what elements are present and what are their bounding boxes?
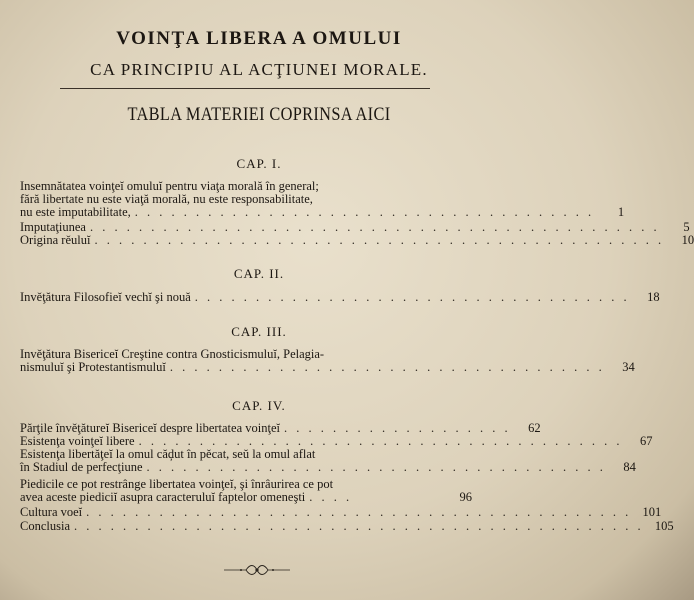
entry-line: Invěţătura Bisericeĭ Creştine contra Gnosticismuluĭ, Pelagia- — [20, 347, 325, 361]
leader-dots: . . . . . . . . . . . . . . . . . . . . . . . . . . . . . . . . . . . . . . . . . . . . . . . — [89, 220, 660, 234]
toc-entry[interactable] — [20, 290, 660, 304]
page-number: 10 — [681, 233, 694, 247]
page-number: 67 — [639, 434, 653, 448]
chapter-label: CAP. IV. — [232, 398, 286, 413]
entry-title: nismuluĭ şi Protestantismuluĭ — [20, 360, 166, 374]
toc-entry[interactable] — [20, 478, 472, 504]
entry-title: Părţile învěţătureĭ Bisericeĭ despre libertatea voinţeĭ — [20, 421, 280, 435]
leader-dots: . . . . — [309, 490, 353, 504]
entry-title: avea aceste piediciĭ asupra caracteruluĭ faptelor omeneşti — [20, 490, 306, 504]
toc-entry[interactable] — [20, 179, 625, 219]
toc-entry[interactable] — [20, 505, 662, 519]
leader-dots: . . . . . . . . . . . . . . . . . . . . . . . . . . . . . . . . . . . . — [169, 360, 605, 374]
leader-dots: . . . . . . . . . . . . . . . . . . . . . . . . . . . . . . . . . . . . . . — [134, 205, 595, 219]
page-number: 96 — [459, 490, 472, 504]
toc-entry[interactable] — [20, 233, 694, 247]
entry-title: nu este imputabilitate, — [20, 205, 131, 219]
page-number: 1 — [617, 205, 625, 219]
entry-title: Cultura voeĭ — [20, 505, 83, 519]
leader-dots: . . . . . . . . . . . . . . . . . . . . . . . . . . . . . . . . . . . . . . . . . . . . . — [86, 505, 632, 519]
entry-line: Piedicile ce pot restrânge libertatea voinţeĭ, şi înrâurirea ce pot — [20, 477, 334, 491]
entry-title: Invěţătura Filosofieĭ vechĭ şi nouă — [20, 290, 191, 304]
entry-line: Insemnătatea voinţeĭ omuluĭ pentru viaţa morală în general; — [20, 179, 319, 193]
page-number: 101 — [642, 505, 662, 519]
page-number: 34 — [622, 360, 635, 374]
entry-title: Origina rěuluĭ — [20, 233, 91, 247]
toc-entry[interactable] — [20, 447, 636, 474]
page-number: 84 — [623, 460, 636, 474]
leader-dots: . . . . . . . . . . . . . . . . . . . . . . . . . . . . . . . . . . . . . . — [146, 460, 606, 474]
book-subtitle: CA PRINCIPIU AL ACŢIUNEI MORALE. — [90, 60, 428, 79]
leader-dots: . . . . . . . . . . . . . . . . . . . . . . . . . . . . . . . . . . . . . . . . . . . . . . . — [94, 233, 665, 247]
entry-line: fără libertate nu este viaţă morală, nu este responsabilitate, — [20, 192, 313, 206]
toc-entry[interactable] — [20, 519, 674, 533]
toc-entry[interactable] — [20, 347, 635, 374]
leader-dots: . . . . . . . . . . . . . . . . . . . . . . . . . . . . . . . . . . . . . . . . — [138, 434, 623, 448]
entry-title: Conclusia — [20, 519, 70, 533]
page-number: 62 — [528, 421, 541, 435]
entry-line: Esistenţa libertăţeĭ la omul căḑut în pěcat, seŭ la omul aflat — [20, 447, 316, 461]
book-title: VOINŢA LIBERA A OMULUI — [116, 28, 402, 49]
title-rule — [60, 88, 430, 89]
leader-dots: . . . . . . . . . . . . . . . . . . . . . . . . . . . . . . . . . . . . . . . . . . . . . . . — [74, 519, 644, 533]
entry-title: în Stadiul de perfecţiune — [20, 460, 143, 474]
page-number: 18 — [647, 290, 660, 304]
chapter-label: CAP. II. — [233, 266, 285, 281]
page-number: 5 — [683, 220, 690, 234]
contents-heading: TABLA MATERIEI COPRINSA AICI — [127, 104, 391, 125]
entry-title: Esistenţa voinţeĭ libere — [20, 434, 135, 448]
leader-dots: . . . . . . . . . . . . . . . . . . . — [283, 421, 511, 435]
page-number: 105 — [654, 519, 674, 533]
ornament-divider — [222, 562, 292, 578]
leader-dots: . . . . . . . . . . . . . . . . . . . . . . . . . . . . . . . . . . . . — [194, 290, 630, 304]
chapter-label: CAP. I. — [236, 156, 282, 171]
chapter-label: CAP. III. — [231, 324, 287, 339]
entry-title: Imputaţiunea — [20, 220, 86, 234]
